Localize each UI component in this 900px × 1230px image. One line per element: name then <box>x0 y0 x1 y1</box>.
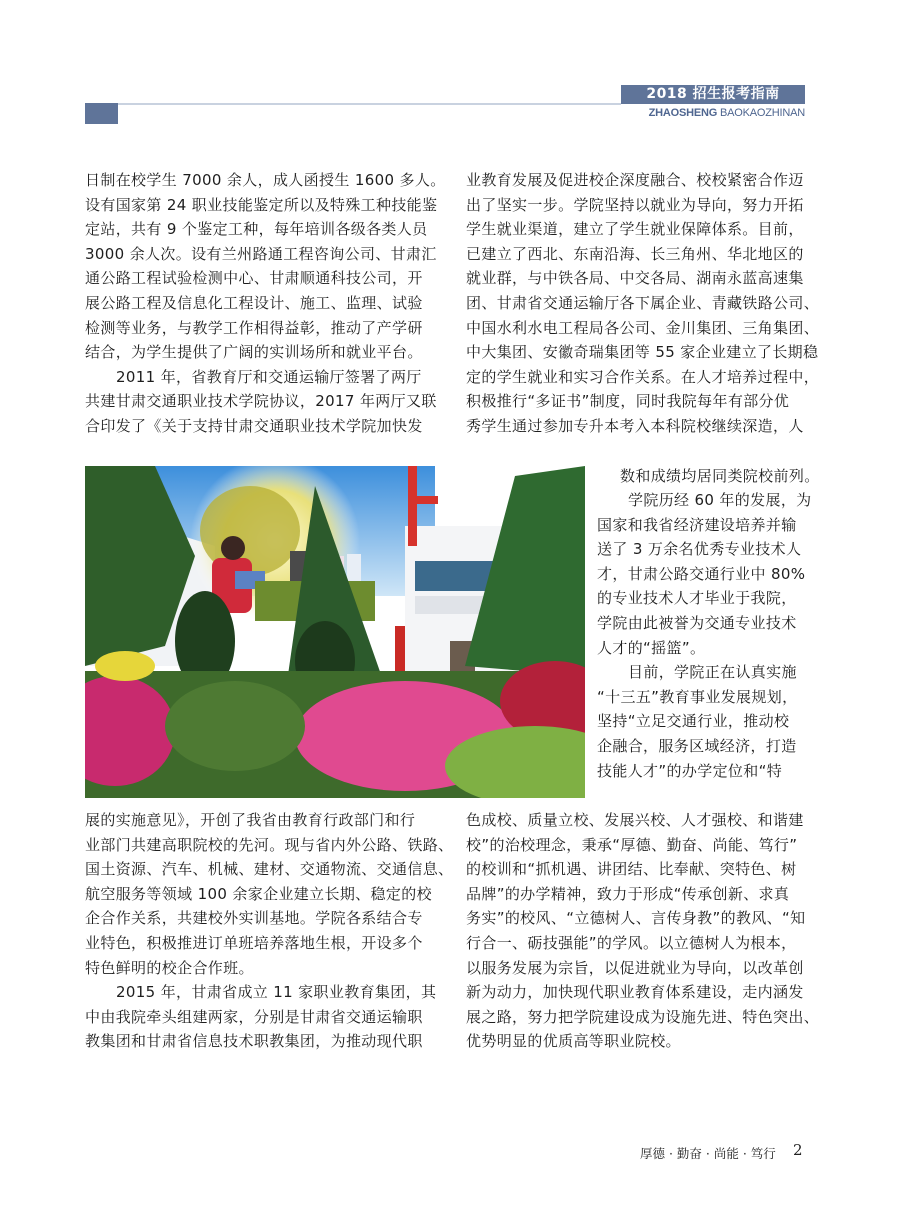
header-subtitle <box>621 106 805 120</box>
left-column-top <box>85 168 446 439</box>
text-line: 技能人才”的办学定位和“特 <box>597 761 783 780</box>
text-line: 定的学生就业和实习合作关系。在人才培养过程中， <box>466 367 820 386</box>
text-line: 行合一、砺技强能”的学风。以立德树人为根本， <box>466 933 797 952</box>
text-line: 设有国家第 24 职业技能鉴定所以及特殊工种技能鉴 <box>85 195 438 214</box>
text-line: 2015 年，甘肃省成立 11 家职业教育集团，其 <box>116 983 437 1002</box>
header-subtitle-regular: BAOKAOZHINAN <box>717 107 805 119</box>
text-line: 秀学生通过参加专升本考入本科院校继续深造，人 <box>466 416 804 435</box>
text-line: 务实”的校风、“立德树人、言传身教”的教风、“知 <box>466 909 806 928</box>
text-line: 教集团和甘肃省信息技术职教集团，为推动现代职 <box>85 1032 423 1051</box>
text-line: 以服务发展为宗旨，以促进就业为导向，以改革创 <box>466 958 804 977</box>
text-line: 中大集团、安徽奇瑞集团等 55 家企业建立了长期稳 <box>466 343 819 362</box>
text-line: 学院历经 60 年的发展，为 <box>628 491 812 509</box>
page-number: 2 <box>793 1141 803 1159</box>
text-line: 通公路工程试验检测中心、甘肃顺通科技公司，开 <box>85 269 423 288</box>
right-column-wrap-body <box>597 488 812 783</box>
text-line: 展之路，努力把学院建设成为设施先进、特色突出、 <box>466 1007 820 1026</box>
text-line: 的专业技术人才毕业于我院， <box>597 589 797 608</box>
text-line: 品牌”的办学精神，致力于形成“传承创新、求真 <box>466 884 790 903</box>
text-line: 人才的“摇篮”。 <box>597 638 706 657</box>
text-line: 数和成绩均居同类院校前列。 <box>620 467 820 485</box>
text-line: 优势明显的优质高等职业院校。 <box>466 1032 681 1051</box>
text-line: 共建甘肃交通职业技术学院协议，2017 年两厅又联 <box>85 392 437 411</box>
text-line: 色成校、质量立校、发展兴校、人才强校、和谐建 <box>466 811 804 829</box>
footer-motto: 厚德 · 勤奋 · 尚能 · 笃行 <box>640 1146 776 1161</box>
text-line: 国家和我省经济建设培养并输 <box>597 515 797 534</box>
header-title: 2018 招生报考指南 <box>621 85 805 104</box>
text-line: 才，甘肃公路交通行业中 80% <box>597 564 806 583</box>
text-line: 国土资源、汽车、机械、建材、交通物流、交通信息、 <box>85 860 454 879</box>
text-line: 业教育发展及促进校企深度融合、校校紧密合作迈 <box>466 171 804 189</box>
text-line: 坚持“立足交通行业，推动校 <box>597 712 790 731</box>
text-line: 校”的治校理念，秉承“厚德、勤奋、尚能、笃行” <box>466 835 798 854</box>
text-line: 航空服务等领域 100 余家企业建立长期、稳定的校 <box>85 884 432 903</box>
header-subtitle-bold: ZHAOSHENG <box>648 107 718 119</box>
text-line: 检测等业务，与教学工作相得益彰，推动了产学研 <box>85 318 423 337</box>
text-line: 目前，学院正在认真实施 <box>628 663 797 682</box>
text-line: 业特色，积极推进订单班培养落地生根，开设多个 <box>85 933 423 952</box>
header-rule <box>118 103 621 105</box>
text-line: 积极推行“多证书”制度，同时我院每年有部分优 <box>466 392 790 411</box>
text-line: 学院由此被誉为交通专业技术 <box>597 613 797 632</box>
right-column-wrap <box>620 464 820 489</box>
header-square-decoration <box>85 103 118 124</box>
text-line: “十三五”教育事业发展规划， <box>597 687 798 706</box>
text-line: 就业群，与中铁各局、中交各局、湖南永蓝高速集 <box>466 269 804 288</box>
text-line: 日制在校学生 7000 余人，成人函授生 1600 多人。 <box>85 171 446 189</box>
left-column-bottom <box>85 808 453 1054</box>
text-line: 学生就业渠道，建立了学生就业保障体系。目前， <box>466 220 804 239</box>
right-column-bottom <box>466 808 819 1054</box>
right-column-top <box>466 168 819 439</box>
text-line: 的校训和“抓机遇、讲团结、比奉献、突特色、树 <box>466 860 797 879</box>
text-line: 出了坚实一步。学院坚持以就业为导向，努力开拓 <box>466 195 804 214</box>
text-line: 企融合，服务区域经济，打造 <box>597 736 797 755</box>
text-line: 已建立了西北、东南沿海、长三角州、华北地区的 <box>466 244 804 263</box>
text-line: 业部门共建高职院校的先河。现与省内外公路、铁路、 <box>85 835 454 854</box>
text-line: 企合作关系，共建校外实训基地。学院各系结合专 <box>85 909 423 928</box>
text-line: 团、甘肃省交通运输厅各下属企业、青藏铁路公司、 <box>466 293 820 312</box>
text-line: 展公路工程及信息化工程设计、施工、监理、试验 <box>85 293 423 312</box>
text-line: 定站，共有 9 个鉴定工种，每年培训各级各类人员 <box>85 220 428 239</box>
text-line: 特色鲜明的校企合作班。 <box>85 958 254 977</box>
text-line: 中由我院牵头组建两家，分别是甘肃省交通运输职 <box>85 1007 423 1026</box>
campus-photo <box>85 466 585 798</box>
text-line: 送了 3 万余名优秀专业技术人 <box>597 540 802 559</box>
text-line: 合印发了《关于支持甘肃交通职业技术学院加快发 <box>85 416 423 435</box>
text-line: 结合，为学生提供了广阔的实训场所和就业平台。 <box>85 343 423 362</box>
text-line: 展的实施意见》，开创了我省由教育行政部门和行 <box>85 811 416 829</box>
text-line: 2011 年，省教育厅和交通运输厅签署了两厅 <box>116 367 422 386</box>
text-line: 中国水利水电工程局各公司、金川集团、三角集团、 <box>466 318 820 337</box>
text-line: 3000 余人次。设有兰州路通工程咨询公司、甘肃汇 <box>85 244 437 263</box>
text-line: 新为动力，加快现代职业教育体系建设，走内涵发 <box>466 983 804 1002</box>
